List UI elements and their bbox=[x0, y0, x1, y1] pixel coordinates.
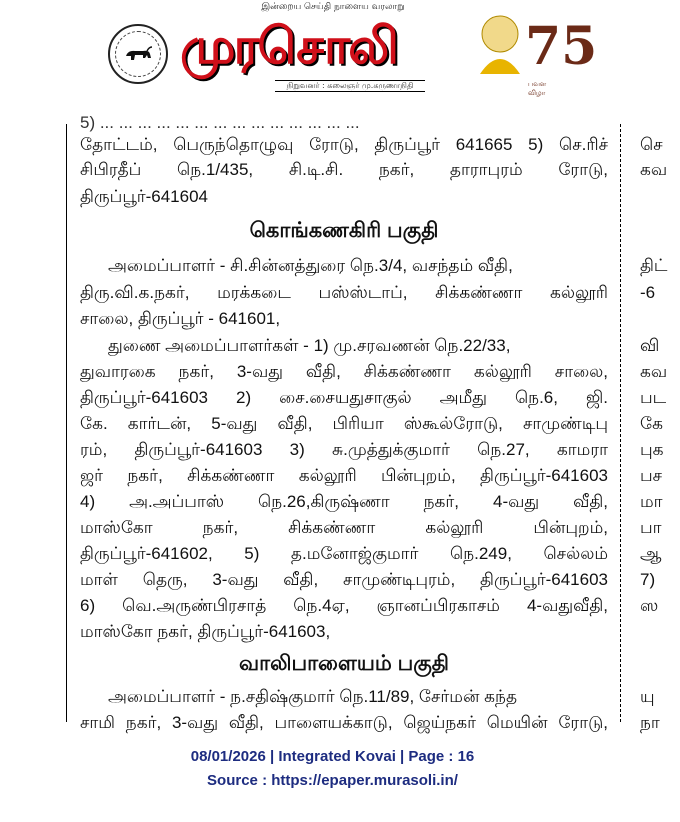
text-fragment: மா bbox=[640, 492, 663, 511]
text-line: திருப்பூர்-641602, 5) த.மனோஜ்குமார் நெ.249, செல்லம் bbox=[80, 544, 608, 563]
text-fragment: செ bbox=[640, 135, 663, 154]
text-line: 5) ... ... ... ... ... ... ... ... ... ... ... ... ... ... bbox=[80, 113, 360, 132]
text-line: துணை அமைப்பாளர்கள் - 1) மு.சரவணன் நெ.22/33, bbox=[108, 336, 511, 355]
founder-line: நிறுவனர் : கலைஞர் மு.கருணாநிதி bbox=[275, 80, 425, 92]
nameplate-logo: முரசொலி bbox=[180, 17, 397, 75]
text-fragment: கவ bbox=[640, 362, 668, 381]
text-line: கே. கார்டன், 5-வது வீதி, பிரியா ஸ்கூல்ரோடு, சாமுண்டிபு bbox=[80, 414, 608, 433]
masthead-tagline: இன்றைய செய்தி நாளைய வரலாறு bbox=[261, 2, 405, 12]
source-link[interactable]: Source : https://epaper.murasoli.in/ bbox=[207, 772, 458, 789]
text-fragment: பச bbox=[640, 466, 663, 485]
svg-text:விழா: விழா bbox=[528, 89, 546, 97]
text-line: மாஸ்கோ நகர், திருப்பூர்-641603, bbox=[80, 622, 331, 641]
edition-info: 08/01/2026 | Integrated Kovai | Page : 16 bbox=[190, 748, 475, 765]
text-line: தோட்டம், பெருந்தொழுவு ரோடு, திருப்பூர் 641665 5) செ.ரிச் bbox=[80, 135, 608, 154]
text-line: சாமி நகர், 3-வது வீதி, பாளையக்காடு, ஜெய்நகர் மெயின் ரோடு, bbox=[80, 713, 608, 732]
masthead bbox=[0, 0, 665, 104]
text-fragment: நா bbox=[640, 713, 660, 732]
jubilee-75-icon bbox=[470, 4, 598, 100]
column-rule-left bbox=[66, 124, 67, 722]
text-line: ஜர் நகர், சிக்கண்ணா கல்லூரி பின்புறம், திருப்பூர்-641603 bbox=[80, 466, 608, 485]
text-line: அமைப்பாளர் - சி.சின்னத்துரை நெ.3/4, வசந்தம் வீதி, bbox=[108, 256, 513, 275]
text-line: சாலை, திருப்பூர் - 641601, bbox=[80, 309, 281, 328]
text-fragment: புக bbox=[640, 440, 664, 459]
text-fragment: கே bbox=[640, 414, 663, 433]
text-fragment: 7) bbox=[640, 570, 656, 589]
section-heading: வாலிபாளையம் பகுதி bbox=[239, 652, 449, 675]
text-fragment: ஆ bbox=[640, 544, 662, 563]
text-fragment: கவ bbox=[640, 160, 668, 179]
article-area bbox=[0, 113, 668, 732]
text-line: 6) வெ.அருண்பிரசாத் நெ.4ஏ, ஞானப்பிரகாசம் 4-வதுவீதி, bbox=[80, 596, 608, 615]
text-line: திருப்பூர்-641603 2) சை.சையதுசாகுல் அமீது நெ.6, ஜி. bbox=[80, 388, 608, 407]
svg-text:75: 75 bbox=[525, 16, 598, 77]
text-fragment: பா bbox=[640, 518, 662, 537]
emblem-inner bbox=[115, 31, 161, 77]
text-line: மாள் தெரு, 3-வது வீதி, சாமுண்டிபுரம், திருப்பூர்-641603 bbox=[80, 570, 608, 589]
text-line: மாஸ்கோ நகர், சிக்கண்ணா கல்லூரி பின்புறம், bbox=[80, 518, 608, 537]
text-fragment: திட் bbox=[640, 256, 668, 275]
text-fragment: ஸ bbox=[640, 596, 659, 615]
column-rule-right bbox=[620, 124, 622, 722]
svg-text:பவள: பவள bbox=[528, 80, 547, 88]
text-line: ரம், திருப்பூர்-641603 3) சு.முத்துக்குமார் நெ.27, காமரா bbox=[80, 440, 608, 459]
text-line: திருப்பூர்-641604 bbox=[80, 187, 208, 206]
text-fragment: -6 bbox=[640, 283, 656, 302]
emblem-seal bbox=[108, 24, 168, 84]
text-line: 4) அ.அப்பாஸ் நெ.26,கிருஷ்ணா நகர், 4-வது வீதி, bbox=[80, 492, 608, 511]
text-line: அமைப்பாளர் - ந.சதிஷ்குமார் நெ.11/89, சேர்மன் கந்த bbox=[108, 687, 518, 706]
text-line: திரு.வி.க.நகர், மரக்கடை பஸ்ஸ்டாப், சிக்கண்ணா கல்லூரி bbox=[80, 283, 608, 302]
page-footer bbox=[0, 745, 665, 793]
text-line: துவாரகை நகர், 3-வது வீதி, சிக்கண்ணா கல்லூரி சாலை, bbox=[80, 362, 608, 381]
text-fragment: பட bbox=[640, 388, 667, 407]
text-fragment: யு bbox=[640, 687, 655, 706]
text-line: சிபிரதீப் நெ.1/435, சி.டி.சி. நகர், தாராபுரம் ரோடு, bbox=[80, 160, 608, 179]
bull-icon bbox=[123, 42, 153, 66]
text-fragment: வி bbox=[640, 336, 660, 355]
section-heading: கொங்கணகிரி பகுதி bbox=[249, 219, 439, 242]
